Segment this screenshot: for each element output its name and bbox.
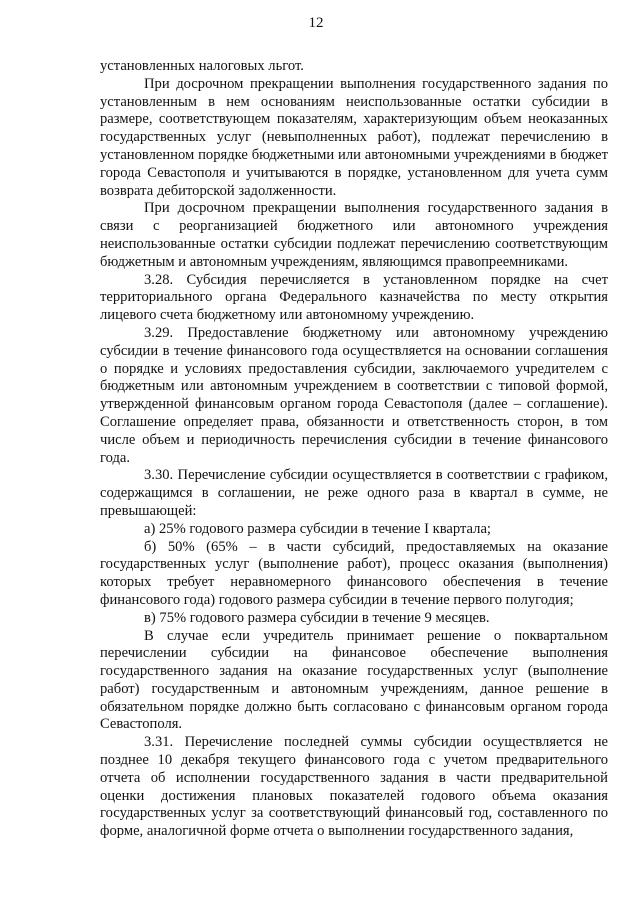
list-item-a: а) 25% годового размера субсидии в течение I квартала; [144, 520, 491, 537]
paragraph-early-termination: При досрочном прекращении выполнения государственного задания по установленным в нем основаниям неиспользованные остатки субсидии в размере, соответствующем показателям, характеризующим объем неоказанных государственных услуг (невыполненных работ), подлежат перечислению в установленном порядке бюджетными или автономными учреждениями в бюджет города Севастополя и учитываются в порядке, установленном для учета сумм возврата дебиторской задолженности. [100, 75, 608, 199]
list-item-b: б) 50% (65% – в части субсидий, предоставляемых на оказание государственных услуг (выполнение работ), процесс оказания (выполнения) которых требует неравномерного финансового обеспечения в течение финансового года) годового размера субсидии в течение первого полугодия; [100, 538, 608, 608]
clause-3-31: 3.31. Перечисление последней суммы субсидии осуществляется не позднее 10 декабря текущего финансового года с учетом предварительного отчета об исполнении государственного задания в части предварительной оценки достижения плановых показателей годового объема оказания государственных услуг за соответствующий финансовый год, составленного по форме, аналогичной форме отчета о выполнении государственного задания, [100, 734, 608, 840]
paragraph-reorganization: При досрочном прекращении выполнения государственного задания в связи с реорганизацией бюджетного или автономного учреждения неиспользованные остатки субсидии подлежат перечислению соответствующим бюджетным и автономным учреждениям, являющимся правопреемниками. [100, 200, 608, 270]
page-number: 12 [308, 15, 324, 31]
paragraph-quarterly-decision: В случае если учредитель принимает решение о поквартальном перечислении субсидии на финансовое обеспечение выполнения государственного задания на оказание государственных услуг (выполнение работ) государственным и автономным учреждениям, данное решение в обязательном порядке должно быть согласовано с финансовым органом города Севастополя. [100, 627, 608, 733]
paragraph-continuation: установленных налоговых льгот. [100, 58, 304, 74]
clause-3-28: 3.28. Субсидия перечисляется в установленном порядке на счет территориального органа Федерального казначейства по месту открытия лицевого счета бюджетному или автономному учреждению. [100, 271, 608, 324]
document-body [100, 58, 608, 841]
clause-3-30: 3.30. Перечисление субсидии осуществляется в соответствии с графиком, содержащимся в соглашении, не реже одного раза в квартал в сумме, не превышающей: [100, 467, 608, 519]
list-item-v: в) 75% годового размера субсидии в течение 9 месяцев. [144, 609, 490, 626]
clause-3-29: 3.29. Предоставление бюджетному или автономному учреждению субсидии в течение финансового года осуществляется на основании соглашения о порядке и условиях предоставления субсидии, заключаемого учредителем с бюджетным или автономным учреждением в соответствии с типовой формой, утвержденной финансовым органом города Севастополя (далее – соглашение). Соглашение определяет права, обязанности и ответственность сторон, в том числе объем и периодичность перечисления субсидии в течение финансового года. [100, 324, 608, 466]
